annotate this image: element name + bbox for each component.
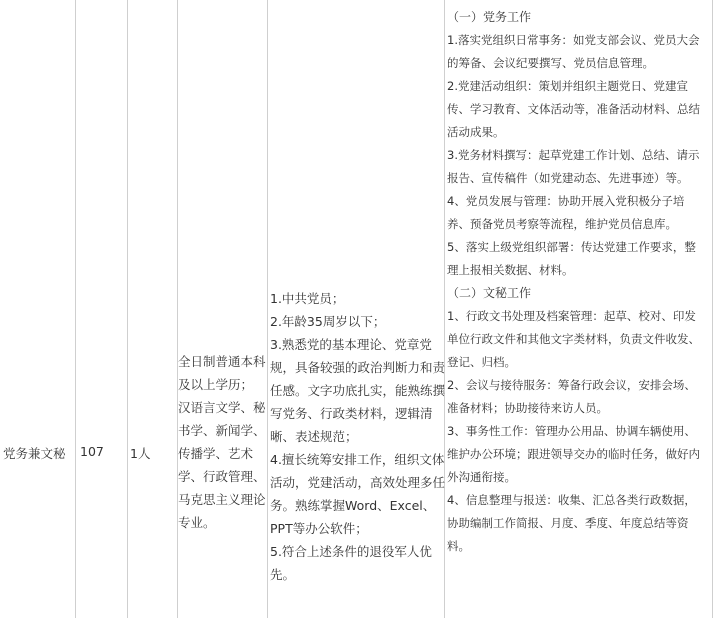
duty-line: 养、预备党员考察等流程，维护党员信息库。 (447, 217, 677, 231)
duty-line: 4、党员发展与管理：协助开展入党积极分子培 (447, 194, 685, 208)
duty-line: 单位行政文件和其他文字类材料，负责文件收发、 (447, 332, 700, 346)
column-position (0, 0, 76, 618)
requirement-line: 规，具备较强的政治判断力和责 (270, 360, 446, 375)
requirement-line: 5.符合上述条件的退役军人优 (270, 544, 432, 559)
duty-line: 协助编制工作简报、月度、季度、年度总结等资 (447, 516, 689, 530)
position-code: 107 (80, 444, 104, 459)
duty-line: 外沟通衔接。 (447, 470, 516, 484)
position-name: 党务兼文秘 (3, 446, 66, 461)
duty-line: 4、信息整理与报送：收集、汇总各类行政数据， (447, 493, 696, 507)
duty-line: 报告、宣传稿件（如党建动态、先进事迹）等。 (447, 171, 689, 185)
requirement-line: PPT等办公软件； (270, 521, 368, 536)
recruit-count: 1人 (130, 446, 151, 461)
duty-line: 传、学习教育、文体活动等，准备活动材料、总结 (447, 102, 700, 116)
requirement-line: 2.年龄35周岁以下； (270, 314, 386, 329)
duty-line: 2、会议与接待服务：筹备行政会议，安排会场、 (447, 378, 696, 392)
job-requirements (270, 287, 446, 586)
education-line: 传播学、艺术 (178, 446, 254, 461)
duty-line: 3、事务性工作：管理办公用品、协调车辆使用、 (447, 424, 696, 438)
requirement-line: 晰、表述规范； (270, 429, 358, 444)
duty-line: 理上报相关数据、材料。 (447, 263, 574, 277)
duty-line: 料。 (447, 539, 470, 553)
education-line: 马克思主义理论 (178, 492, 266, 507)
education-line: 汉语言文学、秘 (178, 400, 266, 415)
duty-line: 1.落实党组织日常事务：如党支部会议、党员大会 (447, 33, 700, 47)
requirement-line: 写党务、行政类材料，逻辑清 (270, 406, 433, 421)
education-line: 学、行政管理、 (178, 469, 266, 484)
column-code (76, 0, 128, 618)
education-line: 专业。 (178, 515, 216, 530)
education-line: 全日制普通本科 (178, 354, 266, 369)
duty-line: 维护办公环境；跟进领导交办的临时任务，做好内 (447, 447, 700, 461)
requirement-line: 3.熟悉党的基本理论、党章党 (270, 337, 432, 352)
education-line: 及以上学历； (178, 377, 254, 392)
requirement-line: 务。熟练掌握Word、Excel、 (270, 498, 436, 513)
education-line: 书学、新闻学、 (178, 423, 266, 438)
duty-line: 3.党务材料撰写：起草党建工作计划、总结、请示 (447, 148, 700, 162)
requirement-line: 先。 (270, 567, 296, 582)
duty-section-title: （一）党务工作 (447, 10, 532, 24)
education-requirements (178, 350, 266, 534)
duty-line: 2.党建活动组织：策划并组织主题党日、党建宣 (447, 79, 688, 93)
requirement-line: 4.擅长统筹安排工作，组织文体 (270, 452, 445, 467)
duty-line: 登记、归档。 (447, 355, 516, 369)
duty-line: 1、行政文书处理及档案管理：起草、校对、印发 (447, 309, 696, 323)
column-count (128, 0, 178, 618)
duty-line: 活动成果。 (447, 125, 505, 139)
requirement-line: 1.中共党员； (270, 291, 345, 306)
duty-line: 5、落实上级党组织部署：传达党建工作要求，整 (447, 240, 696, 254)
duty-section-title: （二）文秘工作 (447, 286, 532, 300)
requirement-line: 活动，党建活动，高效处理多任 (270, 475, 446, 490)
requirement-line: 任感。文字功底扎实，能熟练撰 (270, 383, 446, 398)
job-duties (447, 6, 712, 558)
duty-line: 准备材料；协助接待来访人员。 (447, 401, 608, 415)
duty-line: 的筹备、会议纪要撰写、党员信息管理。 (447, 56, 654, 70)
